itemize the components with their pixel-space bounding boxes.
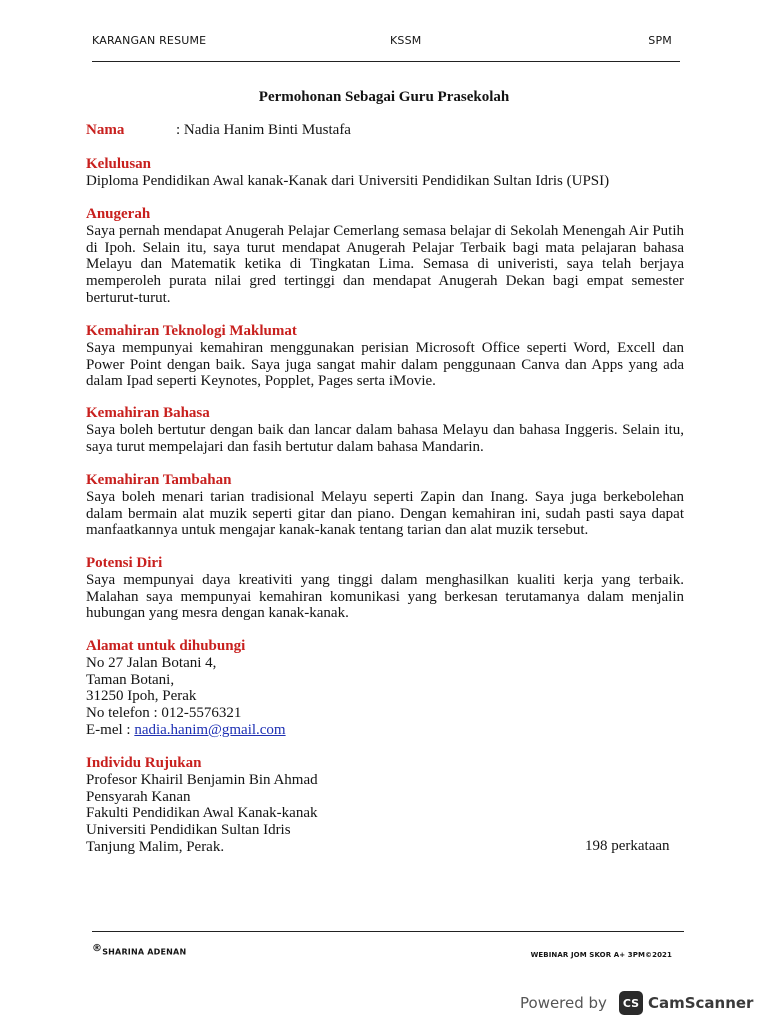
page-header: [92, 34, 672, 54]
alamat-line: 31250 Ipoh, Perak: [86, 688, 197, 705]
registered-symbol: ®: [92, 943, 103, 954]
nama-label: Nama: [86, 122, 125, 138]
section-alamat: [86, 638, 684, 739]
footer-author-name: SHARINA ADENAN: [102, 947, 187, 957]
phone-line: No telefon : 012-5576321: [86, 705, 242, 722]
teknologi-heading: Kemahiran Teknologi Maklumat: [86, 323, 297, 339]
email-label: E-mel :: [86, 721, 135, 738]
potensi-text: Saya mempunyai daya kreativiti yang tinggi dalam menghasilkan kualiti kerja yang terbaik. Malahan saya mempunyai kemahiran komunikasi yang berkesan terutamanya dalam menjalin hubungan yang mesra dengan kanak-kanak.: [86, 572, 684, 622]
header-middle-text: KSSM: [390, 34, 422, 47]
footer-divider: [92, 931, 684, 932]
camscanner-brand-text: CamScanner: [647, 994, 754, 1012]
kelulusan-line: Diploma Pendidikan Awal kanak-Kanak dari Universiti Pendidikan Sultan Idris (UPSI): [86, 173, 610, 189]
potensi-heading: Potensi Diri: [86, 555, 163, 571]
tambahan-heading: Kemahiran Tambahan: [86, 472, 232, 488]
rujukan-line: Fakulti Pendidikan Awal Kanak-kanak: [86, 805, 318, 822]
bahasa-text: Saya boleh bertutur dengan baik dan lancar dalam bahasa Melayu dan bahasa Inggeris. Selain itu, saya turut mempelajari dan fasih bertutur dalam bahasa Mandarin.: [86, 422, 684, 455]
anugerah-text: Saya pernah mendapat Anugerah Pelajar Cemerlang semasa belajar di Sekolah Menengah Air Putih di Ipoh. Selain itu, saya turut mendapat Anugerah Pelajar Terbaik bagi mata pelajaran bahasa Melayu dan Matematik ketika di Tingkatan Lima. Semasa di univeristi, saya telah berjaya memperoleh purata nilai gred tertinggi dan mendapat Anugerah Dekan bagi empat semester berturut-turut.: [86, 223, 684, 306]
bahasa-heading: Kemahiran Bahasa: [86, 405, 210, 421]
email-link[interactable]: nadia.hanim@gmail.com: [134, 721, 286, 738]
kelulusan-heading: Kelulusan: [86, 156, 152, 172]
section-anugerah: [86, 206, 684, 307]
rujukan-line: Tanjung Malim, Perak.: [86, 838, 225, 855]
rujukan-line: Pensyarah Kanan: [86, 788, 191, 805]
camscanner-logo-icon: CS: [619, 991, 643, 1015]
anugerah-heading: Anugerah: [86, 206, 151, 222]
header-right-text: SPM: [648, 34, 672, 47]
camscanner-watermark: [520, 990, 753, 1016]
alamat-line: Taman Botani,: [86, 671, 175, 688]
email-line: [86, 722, 684, 739]
header-left-text: KARANGAN RESUME: [92, 34, 207, 47]
footer-author: [92, 943, 186, 957]
alamat-line: No 27 Jalan Botani 4,: [86, 655, 217, 671]
alamat-heading: Alamat untuk dihubungi: [86, 638, 246, 654]
powered-by-text: Powered by: [520, 994, 607, 1012]
header-divider: [92, 61, 680, 62]
section-bahasa: [86, 405, 684, 455]
document-title: Permohonan Sebagai Guru Prasekolah: [258, 89, 510, 105]
footer-right-text: WEBINAR JOM SKOR A+ 3PM©2021: [530, 951, 672, 959]
nama-value: : Nadia Hanim Binti Mustafa: [176, 122, 351, 138]
section-tambahan: [86, 472, 684, 539]
rujukan-heading: Individu Rujukan: [86, 755, 202, 771]
section-potensi: [86, 555, 684, 622]
section-kelulusan: [86, 156, 684, 190]
word-count: 198 perkataan: [585, 838, 670, 854]
teknologi-text: Saya mempunyai kemahiran menggunakan perisian Microsoft Office seperti Word, Excell dan Power Point dengan baik. Saya juga sangat mahir dalam penggunaan Canva dan Apps yang ada dalam Ipad seperti Keynotes, Popplet, Pages serta iMovie.: [86, 340, 684, 390]
section-teknologi: [86, 323, 684, 390]
tambahan-text: Saya boleh menari tarian tradisional Melayu seperti Zapin dan Inang. Saya juga berkebolehan dalam bermain alat muzik seperti gitar dan piano. Dengan kemahiran ini, sudah pasti saya dapat manfaatkannya untuk mengajar kanak-kanak tentang tarian dan alat muzik tersebut.: [86, 489, 684, 539]
rujukan-line: Profesor Khairil Benjamin Bin Ahmad: [86, 772, 318, 788]
rujukan-line: Universiti Pendidikan Sultan Idris: [86, 822, 291, 839]
